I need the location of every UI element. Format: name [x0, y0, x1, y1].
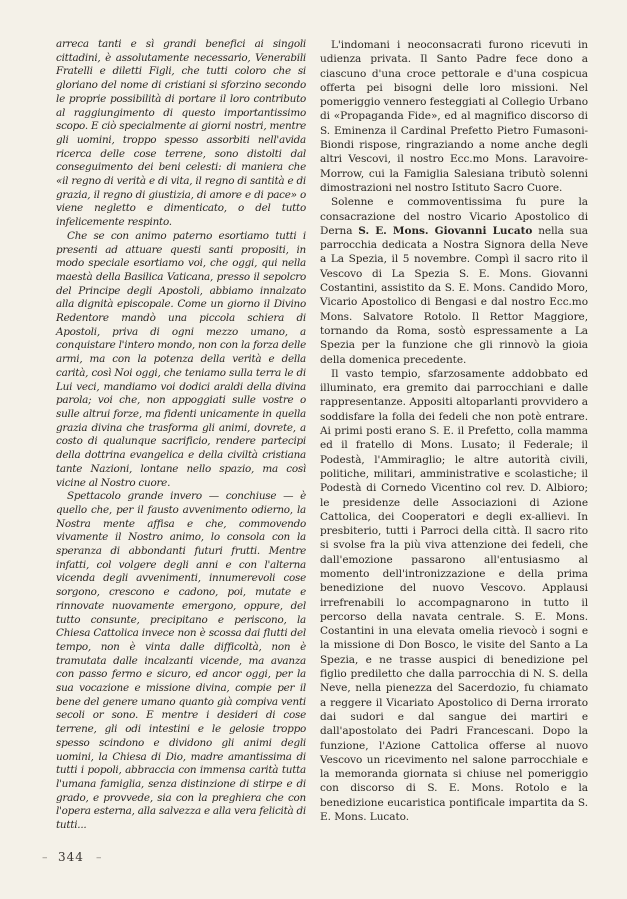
right-paragraph-2-end: nella sua parrocchia dedicata a Nostra Signora della Neve a La Spezia, il 5 novembre. Compì il sacro rito il Vescovo di La Spezia S. E. Mons. Giovanni Costantini, assistito da S. E. Mons. Candido Moro, Vicario Apostolico di Bengasi e dal nostro Ecc.mo Mons. Salvatore Rotolo. Il Rettor Maggiore, tornando da Roma, sostò espressamente a La Spezia per la funzione che gli rinnovò la gioia della domenica precedente.	[320, 224, 589, 366]
right-paragraph-2	[320, 195, 588, 367]
right-paragraph-2-start: Solenne e commoventissima fu pure la consacrazione del nostro Vicario Apostolico di Derna	[320, 196, 588, 237]
right-paragraph-3: Il vasto tempio, sfarzosamente addobbato ed illuminato, era gremito dai parrocchiani e dalle rappresentanze. Appositi altoparlanti provvidero a soddisfare la folla dei fedeli che non potè entrare. Ai primi posti erano S. E. il Prefetto, colla mamma ed il fratello di Mons. Lusato; il Federale; il Podestà, l'Ammiraglio; le altre autorità civili, politiche, militari, amministrative e scolastiche; il Podestà di Cornedo Vicentino col rev. D. Albioro; le presidenze delle Associazioni di Azione Cattolica, dei Cooperatori e degli ex-allievi. In presbiterio, tutti i Parroci della città. Il sacro rito si svolse fra la più viva attenzione dei fedeli, che dall'emozione passarono all'entusiasmo al momento dell'intronizzazione e della prima benedizione del nuovo Vescovo. Applausi irrefrenabili lo accompagnarono in tutto il percorso della navata centrale. S. E. Mons. Costantini in una elevata omelia rievocò i sogni e la missione di Don Bosco, le visite del Santo a La Spezia, e ne trasse auspici di benedizione pel figlio prediletto che dalla parrocchia di N. S. della Neve, nella pienezza del Sacerdozio, fu chiamato a reggere il Vicariato Apostolico di Derna irrorato dai sudori e dal sangue dei martiri e dall'apostolato dei Padri Francescani. Dopo la funzione, l'Azione Cattolica offerse al nuovo Vescovo un ricevimento nel salone parrocchiale e la memoranda giornata si chiuse nel pomeriggio con discorso di S. E. Mons. Rotolo e la benedizione eucaristica pontificale impartita da S. E. Mons. Lucato.	[320, 367, 588, 824]
right-column	[320, 38, 588, 824]
bishop-name: S. E. Mons. Giovanni Lucato	[358, 224, 533, 237]
left-paragraph-3: Spettacolo grande invero — conchiuse — è quello che, per il fausto avvenimento odierno, la Nostra mente affisa e che, commovendo vivamente il Nostro animo, lo consola con la speranza di abbondanti futuri frutti. Mentre infatti, col volgere degli anni e con l'alterna vicenda degli avvenimenti, innumerevoli cose sorgono, crescono e cadono, poi, mutate e rinnovate nuovamente emergono, oppure, del tutto consunte, precipitano e periscono, la Chiesa Cattolica invece non è scossa dai flutti del tempo, non è vinta dalle difficoltà, non è tramutata dalle incalzanti vicende, ma avanza con passo fermo e sicuro, ed ancor oggi, per la sua vocazione e missione divina, compie per il bene del genere umano quanto già compiva venti secoli or sono. E mentre i desideri di cose terrene, gli odi intestini e le gelosie troppo spesso scindono e dividono gli animi degli uomini, la Chiesa di Dio, madre amantissima di tutti i popoli, abbraccia con immensa carità tutta l'umana famiglia, senza distinzione di stirpe e di grado, e provvede, sia con la preghiera che con l'opera esterna, alla salvezza e alla vera felicità di tutti...	[56, 490, 306, 832]
right-paragraph-1: L'indomani i neoconsacrati furono ricevuti in udienza privata. Il Santo Padre fece dono a ciascuno d'una croce pettorale e d'una cospicua offerta pei bisogni delle loro missioni. Nel pomeriggio vennero festeggiati al Collegio Urbano di «Propaganda Fide», ed al magnifico discorso di S. Eminenza il Cardinal Prefetto Pietro Fumasoni-Biondi rispose, ringraziando a nome anche degli altri Vescovi, il nostro Ecc.mo Mons. Laravoire-Morrow, cui la Famiglia Salesiana tributò solenni dimostrazioni nel nostro Istituto Sacro Cuore.	[320, 39, 588, 194]
left-paragraph-2: Che se con animo paterno esortiamo tutti i presenti ad attuare questi santi propositi, in modo speciale esortiamo voi, che oggi, qui nella maestà della Basilica Vaticana, presso il sepolcro del Principe degli Apostoli, abbiamo innalzato alla dignità episcopale. Come un giorno il Divino Redentore mandò una piccola schiera di Apostoli, priva di ogni mezzo umano, a conquistare l'intero mondo, non con la forza delle armi, ma con la potenza della verità e della carità, così Noi oggi, che teniamo sulla terra le di Lui veci, mandiamo voi dodici araldi della divina parola; voi che, non appoggiati sulle vostre o sulle altrui forze, ma fidenti unicamente in quella grazia divina che trasforma gli animi, dovrete, a costo di qualunque sacrificio, rendere partecipi della dottrina evangelica e della civiltà cristiana tante Nazioni, lontane nello spazio, ma così vicine al Nostro cuore.	[56, 229, 306, 489]
left-paragraph-1: arreca tanti e sì grandi benefici ai singoli cittadini, è assolutamente necessario, Venerabili Fratelli e diletti Figli, che tutti coloro che si gloriano del nome di cristiani si sforzino secondo le proprie possibilità di portare il loro contributo al raggiungimento di questo importantissimo scopo. E ciò specialmente ai giorni nostri, mentre gli uomini, troppo spesso assorbiti nell'avida ricerca delle cose terrene, sono distolti dal conseguimento dei beni celesti: di maniera che «il regno di verità e di vita, il regno di santità e di grazia, il regno di giustizia, di amore e di pace» o viene neglettо e dimenticato, o del tutto infelicemente respinto.	[56, 38, 306, 229]
left-column	[56, 38, 306, 833]
folio-dash-left: –	[42, 851, 48, 864]
page-number: 344	[58, 850, 84, 864]
folio-dash-right: –	[96, 851, 102, 864]
